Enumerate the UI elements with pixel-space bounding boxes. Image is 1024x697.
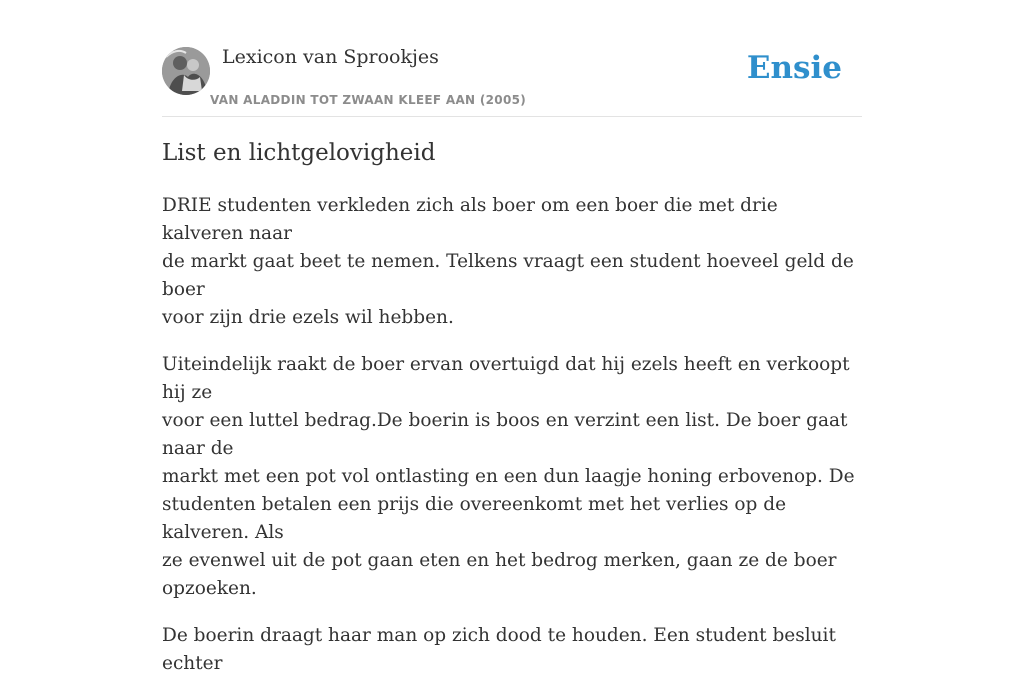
book-cover-avatar[interactable] bbox=[162, 47, 210, 95]
article-body bbox=[162, 192, 862, 697]
paragraph: De boerin draagt haar man op zich dood te houden. Een student besluit echter bbox=[162, 625, 836, 674]
article-title: List en lichtgelovigheid bbox=[162, 140, 436, 166]
header bbox=[162, 44, 862, 117]
brand-logo-link[interactable]: Ensie bbox=[746, 50, 842, 86]
book-cover-icon bbox=[162, 47, 210, 95]
paragraph: Uiteindelijk raakt de boer ervan overtuigd dat hij ezels heeft en verkoopt hij ze voor een luttel bedrag.De boerin is boos en verzint een list. De boer gaat naar de markt met een pot vol ontlasting en een dun laagje honing erbovenop. De studenten betalen een prijs die overeenkomt met het verlies op de kalveren. Als ze evenwel uit de pot gaan eten en het bedrog merken, gaan ze de boer opzoeken. bbox=[162, 354, 855, 599]
paragraph: DRIE studenten verkleden zich als boer om een boer die met drie kalveren naar de markt gaat beet te nemen. Telkens vraagt een student hoeveel geld de boer voor zijn drie ezels wil hebben. bbox=[162, 195, 854, 328]
book-subtitle: VAN ALADDIN TOT ZWAAN KLEEF AAN (2005) bbox=[210, 93, 527, 107]
book-title[interactable]: Lexicon van Sprookjes bbox=[222, 46, 439, 68]
